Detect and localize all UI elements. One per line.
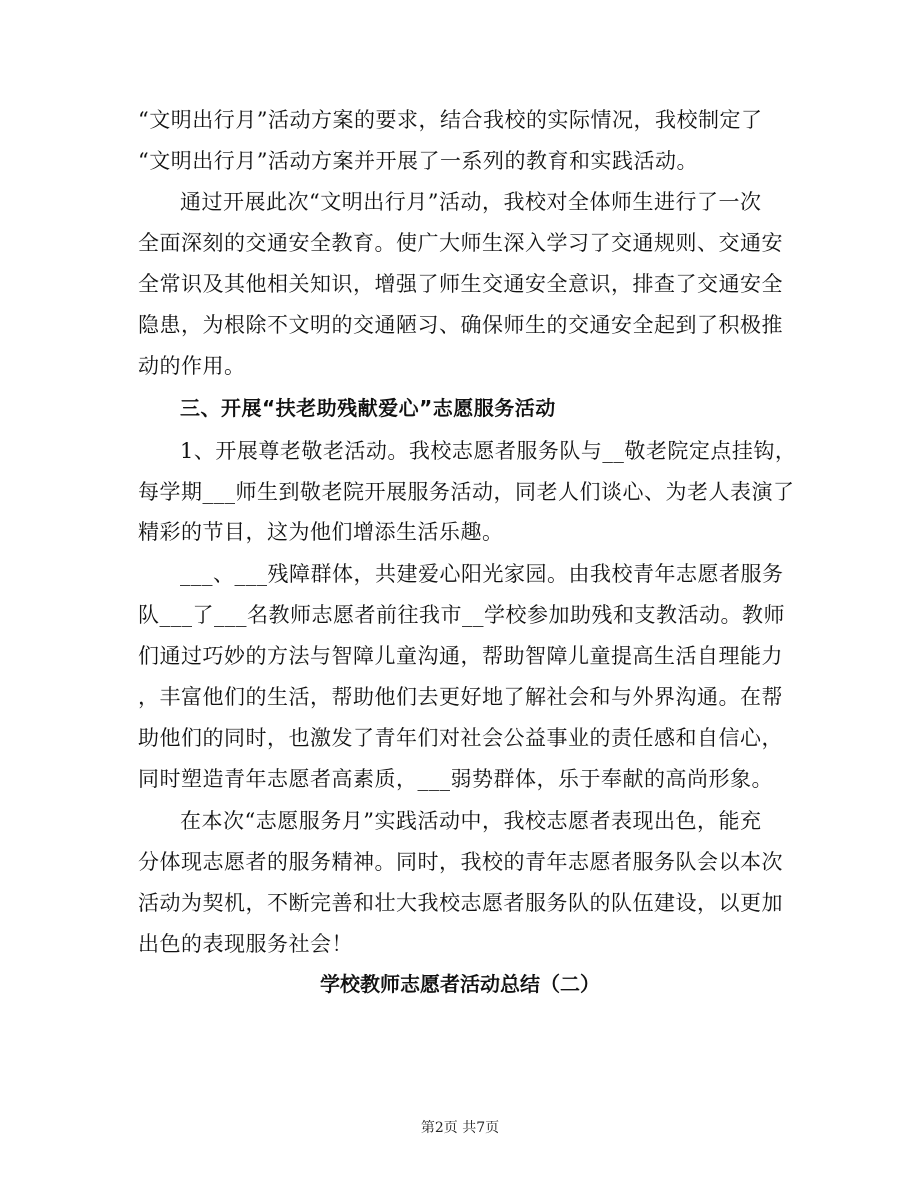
body-text-line: 1、开展尊老敬老活动。我校志愿者服务队与__敬老院定点挂钩， (180, 439, 797, 463)
body-text-line: ___、___残障群体，共建爱心阳光家园。由我校青年志愿者服务 (180, 562, 784, 586)
body-text-line: 助他们的同时，也激发了青年们对社会公益事业的责任感和自信心， (138, 726, 783, 750)
body-text-line: 活动为契机，不断完善和壮大我校志愿者服务队的队伍建设，以更加 (138, 891, 783, 915)
body-text-line: 同时塑造青年志愿者高素质，___弱势群体，乐于奉献的高尚形象。 (138, 767, 773, 791)
body-text-line: 在本次“志愿服务月”实践活动中，我校志愿者表现出色，能充 (180, 809, 762, 833)
page-number: 第2页 共7页 (420, 1120, 500, 1136)
document-title: 学校教师志愿者活动总结（二） (320, 972, 600, 996)
body-text-line: 出色的表现服务社会！ (138, 932, 353, 956)
body-text-line: 通过开展此次“文明出行月”活动，我校对全体师生进行了一次 (180, 190, 762, 214)
body-text-line: 隐患，为根除不文明的交通陋习、确保师生的交通安全起到了积极推 (138, 313, 783, 337)
section-heading: 三、开展“扶老助残献爱心”志愿服务活动 (180, 396, 556, 420)
body-text-line: ，丰富他们的生活，帮助他们去更好地了解社会和与外界沟通。在帮 (138, 685, 783, 709)
body-text-line: 动的作用。 (138, 354, 246, 378)
body-text-line: 们通过巧妙的方法与智障儿童沟通，帮助智障儿童提高生活自理能力 (138, 644, 783, 668)
body-text-line: 分体现志愿者的服务精神。同时，我校的青年志愿者服务队会以本次 (138, 850, 783, 874)
body-text-line: 全面深刻的交通安全教育。使广大师生深入学习了交通规则、交通安 (138, 231, 783, 255)
body-text-line: 队___了___名教师志愿者前往我市__学校参加助残和支教活动。教师 (138, 603, 785, 627)
body-text-line: 每学期___师生到敬老院开展服务活动，同老人们谈心、为老人表演了 (138, 480, 795, 504)
body-text-line: 全常识及其他相关知识，增强了师生交通安全意识，排查了交通安全 (138, 272, 783, 296)
body-text-line: “文明出行月”活动方案的要求，结合我校的实际情况，我校制定了 (138, 108, 763, 132)
body-text-line: 精彩的节目，这为他们增添生活乐趣。 (138, 520, 504, 544)
body-text-line: “文明出行月”活动方案并开展了一系列的教育和实践活动。 (138, 149, 698, 173)
